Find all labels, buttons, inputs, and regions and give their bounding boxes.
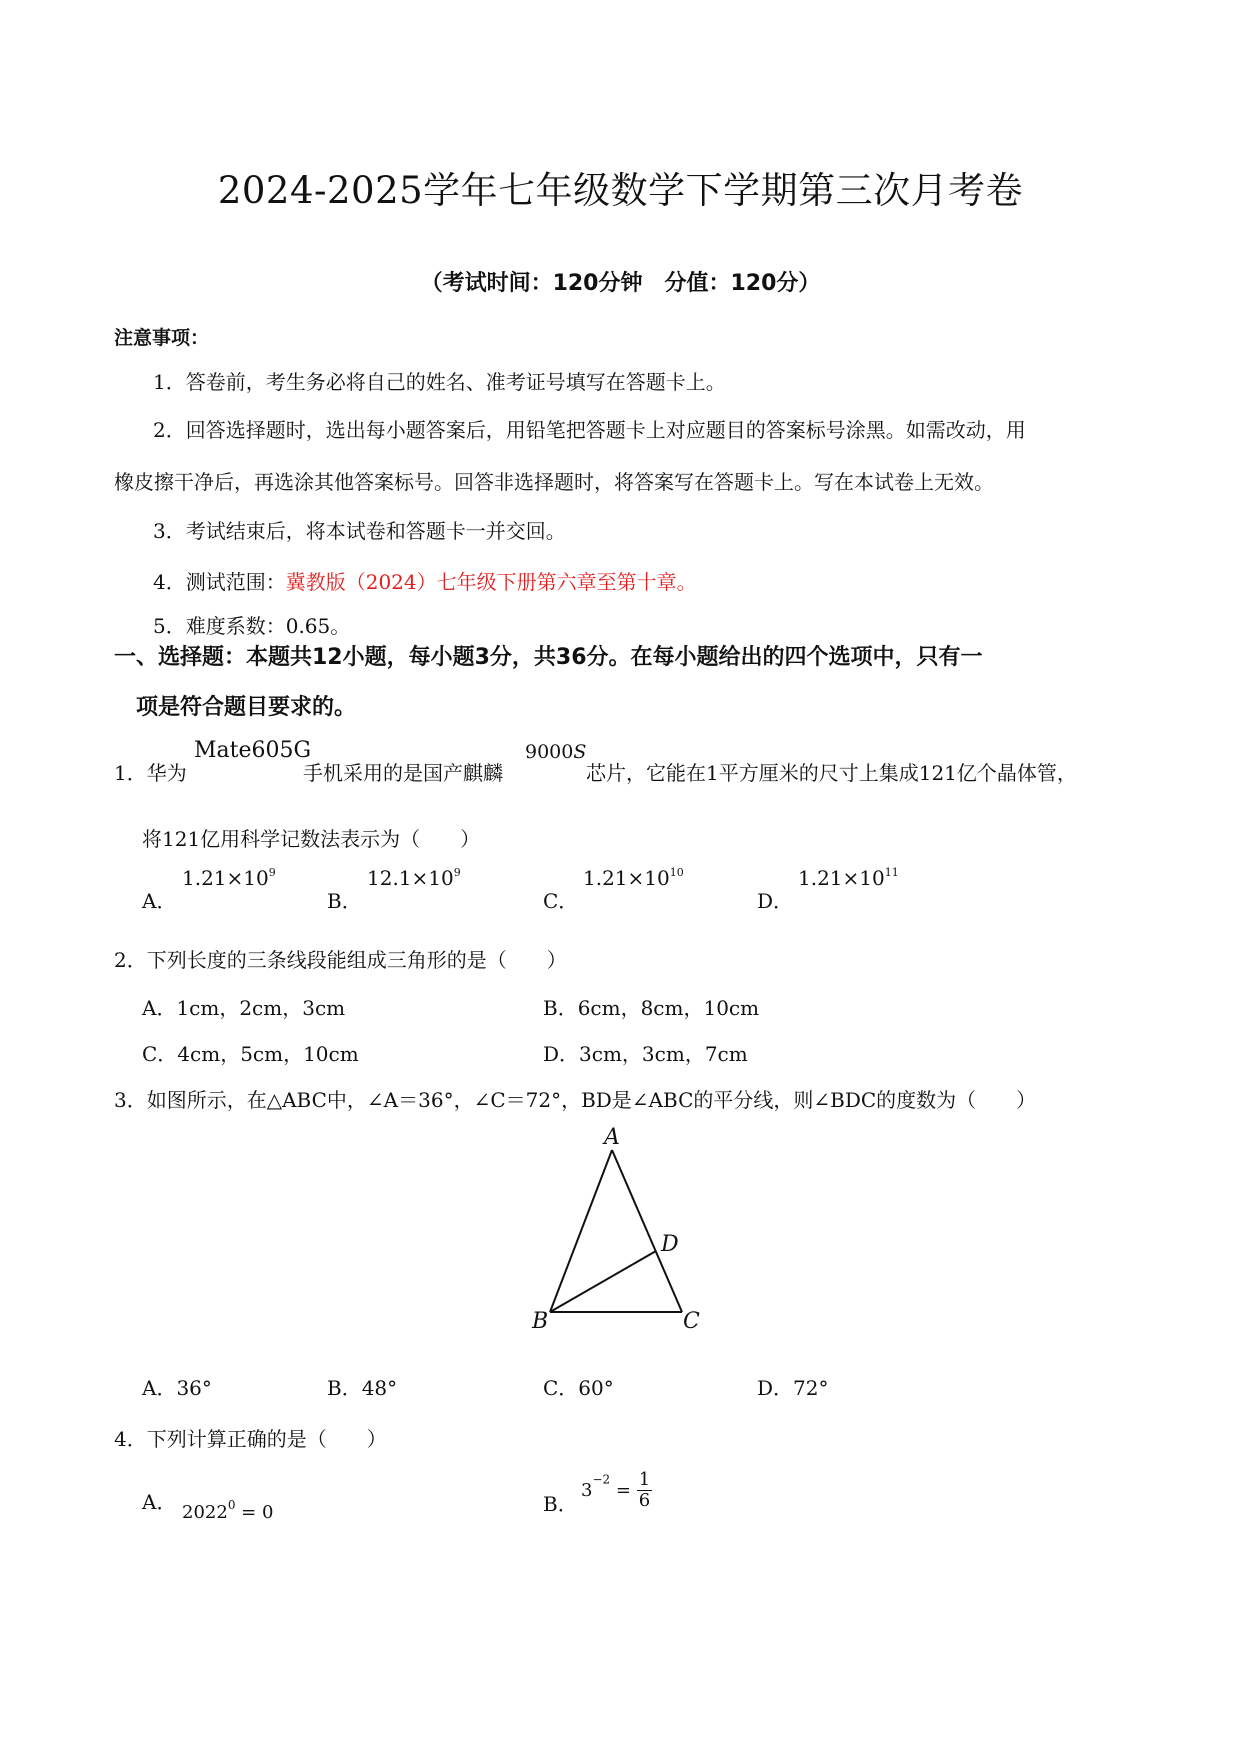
notice-item-1: 1．答卷前，考生务必将自己的姓名、准考证号填写在答题卡上。	[153, 370, 726, 394]
q1-option-b-label: B．	[327, 889, 362, 913]
notice-item-3: 3．考试结束后，将本试卷和答题卡一并交回。	[153, 519, 566, 543]
q2-stem: 2．下列长度的三条线段能组成三角形的是（ ）	[114, 948, 567, 972]
q1-chip-number: 9000	[525, 741, 574, 763]
q2-option-d: D．3cm，3cm，7cm	[543, 1042, 748, 1066]
segment-ac	[612, 1150, 682, 1312]
exam-info: （考试时间：120分钟 分值：120分）	[420, 271, 821, 296]
q1-option-c: $1.21\times 10^{10}$	[583, 866, 684, 890]
q3-stem: 3．如图所示，在△ABC中，∠A＝36°，∠C＝72°，BD是∠ABC的平分线，则∠BDC的度数为（ ）	[114, 1088, 1037, 1112]
q1-phone-model: Mate605G	[194, 738, 312, 763]
test-scope: 冀教版（2024）七年级下册第六章至第十章。	[285, 570, 697, 594]
q3-option-c: C．60°	[543, 1376, 614, 1400]
page-title: 2024-2025学年七年级数学下学期第三次月考卷	[217, 169, 1024, 212]
section-1-heading-line-2: 项是符合题目要求的。	[136, 695, 357, 720]
notice-item-5: 5．难度系数：0.65。	[153, 614, 351, 638]
q2-option-a: A．1cm，2cm，3cm	[142, 996, 346, 1020]
q1-chip-letter: S	[573, 741, 587, 763]
segment-ab	[550, 1150, 612, 1312]
vertex-label-a: A	[604, 1125, 620, 1150]
q1-suffix: 芯片，它能在1平方厘米的尺寸上集成121亿个晶体管，	[586, 761, 1077, 785]
notice-item-4-prefix: 4．测试范围：	[153, 570, 286, 594]
vertex-label-b: B	[532, 1309, 549, 1334]
notice-item-2-line-2: 橡皮擦干净后，再选涂其他答案标号。回答非选择题时，将答案写在答题卡上。写在本试卷上无效。	[114, 470, 994, 494]
q4-option-b-expression: $3^{-2}$ = $\frac{1}{6}$	[581, 1469, 651, 1511]
q2-option-b: B．6cm，8cm，10cm	[543, 996, 760, 1020]
q1-option-b: $12.1\times 10^9$	[367, 866, 461, 890]
q3-option-d: D．72°	[757, 1376, 829, 1400]
q3-option-b: B．48°	[327, 1376, 398, 1400]
q1-option-d-label: D．	[757, 889, 794, 913]
q3-triangle-figure	[520, 1120, 720, 1335]
notice-heading: 注意事项：	[114, 327, 210, 349]
q3-option-a: A．36°	[142, 1376, 212, 1400]
q4-stem: 4．下列计算正确的是（ ）	[114, 1427, 387, 1451]
q1-middle: 手机采用的是国产麒麟	[303, 761, 503, 785]
q1-prefix: 1．华为	[114, 761, 187, 785]
q1-chip	[525, 741, 586, 763]
q4-option-b-label: B．	[543, 1492, 578, 1516]
segment-bd	[550, 1251, 656, 1312]
q1-option-a: $1.21\times 10^9$	[182, 866, 276, 890]
notice-item-2-line-1: 2．回答选择题时，选出每小题答案后，用铅笔把答题卡上对应题目的答案标号涂黑。如需改动，用	[153, 418, 1026, 442]
fraction: $\frac{1}{6}$	[638, 1469, 651, 1511]
q1-option-c-label: C．	[543, 889, 579, 913]
point-label-d: D	[661, 1232, 679, 1257]
q2-option-c: C．4cm，5cm，10cm	[142, 1042, 359, 1066]
q1-option-d: $1.21\times 10^{11}$	[798, 866, 899, 890]
q4-option-a-label: A．	[142, 1490, 177, 1514]
section-1-heading-line-1: 一、选择题：本题共12小题，每小题3分，共36分。在每小题给出的四个选项中，只有一	[114, 645, 983, 670]
q1-option-a-label: A．	[142, 889, 177, 913]
notice-item-4	[153, 566, 697, 595]
q4-option-a-expression: $2022^0 = 0$	[182, 1498, 274, 1523]
vertex-label-c: C	[683, 1309, 700, 1334]
q1-stem-line-2: 将121亿用科学记数法表示为（ ）	[142, 827, 481, 851]
